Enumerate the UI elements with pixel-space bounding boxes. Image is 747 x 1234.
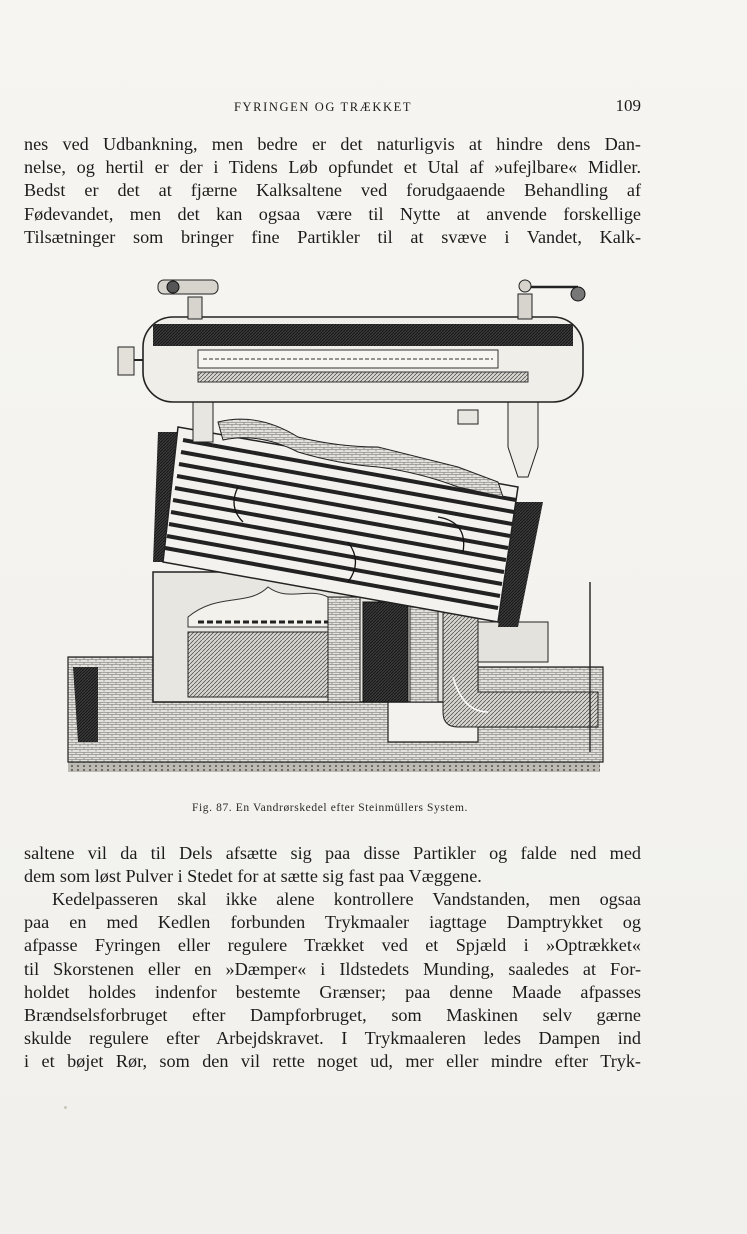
rear-wall — [410, 602, 438, 702]
text-line: i et bøjet Rør, som den vil rette noget ud, mer eller mindre efter Tryk- — [24, 1051, 641, 1072]
paragraph-1 — [24, 133, 641, 249]
text-line: Brændselsforbruget efter Dampforbruget, som Maskinen selv gærne — [24, 1005, 641, 1026]
safety-valve — [518, 280, 585, 319]
damper-housing — [478, 622, 548, 662]
text-line: afpasse Fyringen eller regulere Trækket ved et Spjæld i »Optrækket« — [24, 935, 641, 956]
paragraph-2 — [24, 842, 641, 888]
text-line: Tilsætninger som bringer fine Partikler til at svæve i Vandet, Kalk- — [24, 226, 641, 247]
text-line: holdet holdes indenfor bestemte Grænser; paa denne Maade afpasses — [24, 981, 641, 1002]
text-line: Bedst er det at fjærne Kalksaltene ved forudgaaende Behandling af — [24, 180, 641, 201]
text-line: nes ved Udbankning, men bedre er det naturligvis at hindre dens Dan- — [24, 134, 641, 154]
text-line: nelse, og hertil er der i Tidens Løb opfundet et Utal af »ufejlbare« Midler. — [24, 157, 641, 178]
text-line: skulde regulere efter Arbejdskravet. I Trykmaaleren ledes Dampen ind — [24, 1028, 641, 1049]
text-line: dem som løst Pulver i Stedet for at sætte sig fast paa Væggene. — [24, 866, 482, 887]
page-header — [24, 96, 641, 120]
flue-passage — [363, 602, 408, 702]
running-head: FYRINGEN OG TRÆKKET — [234, 100, 413, 114]
rear-header — [508, 402, 538, 477]
water-tube-boiler-drawing — [58, 272, 608, 792]
text-line: til Skorstenen eller en »Dæmper« i Ildstedets Munding, saaledes at For- — [24, 958, 641, 979]
front-header — [193, 402, 213, 442]
bridge-wall — [328, 597, 360, 702]
text-line: Kedelpasseren skal ikke alene kontrollere Vandstanden, men ogsaa — [52, 889, 641, 909]
text-line: saltene vil da til Dels afsætte sig paa disse Partikler og falde ned med — [24, 843, 641, 863]
paragraph-3 — [24, 888, 641, 1074]
figure-caption: Fig. 87. En Vandrørskedel efter Steinmüllers System. — [192, 802, 468, 814]
paper-speck — [64, 1106, 67, 1109]
ash-pit — [188, 632, 328, 697]
text-line: paa en med Kedlen forbunden Trykmaaler iagttage Damptrykket og — [24, 912, 641, 933]
page-number: 109 — [615, 96, 641, 115]
steam-valve — [158, 280, 218, 319]
boiler-illustration — [58, 272, 608, 792]
text-line: Fødevandet, men det kan ogsaa være til Nytte at anvende forskellige — [24, 203, 641, 224]
